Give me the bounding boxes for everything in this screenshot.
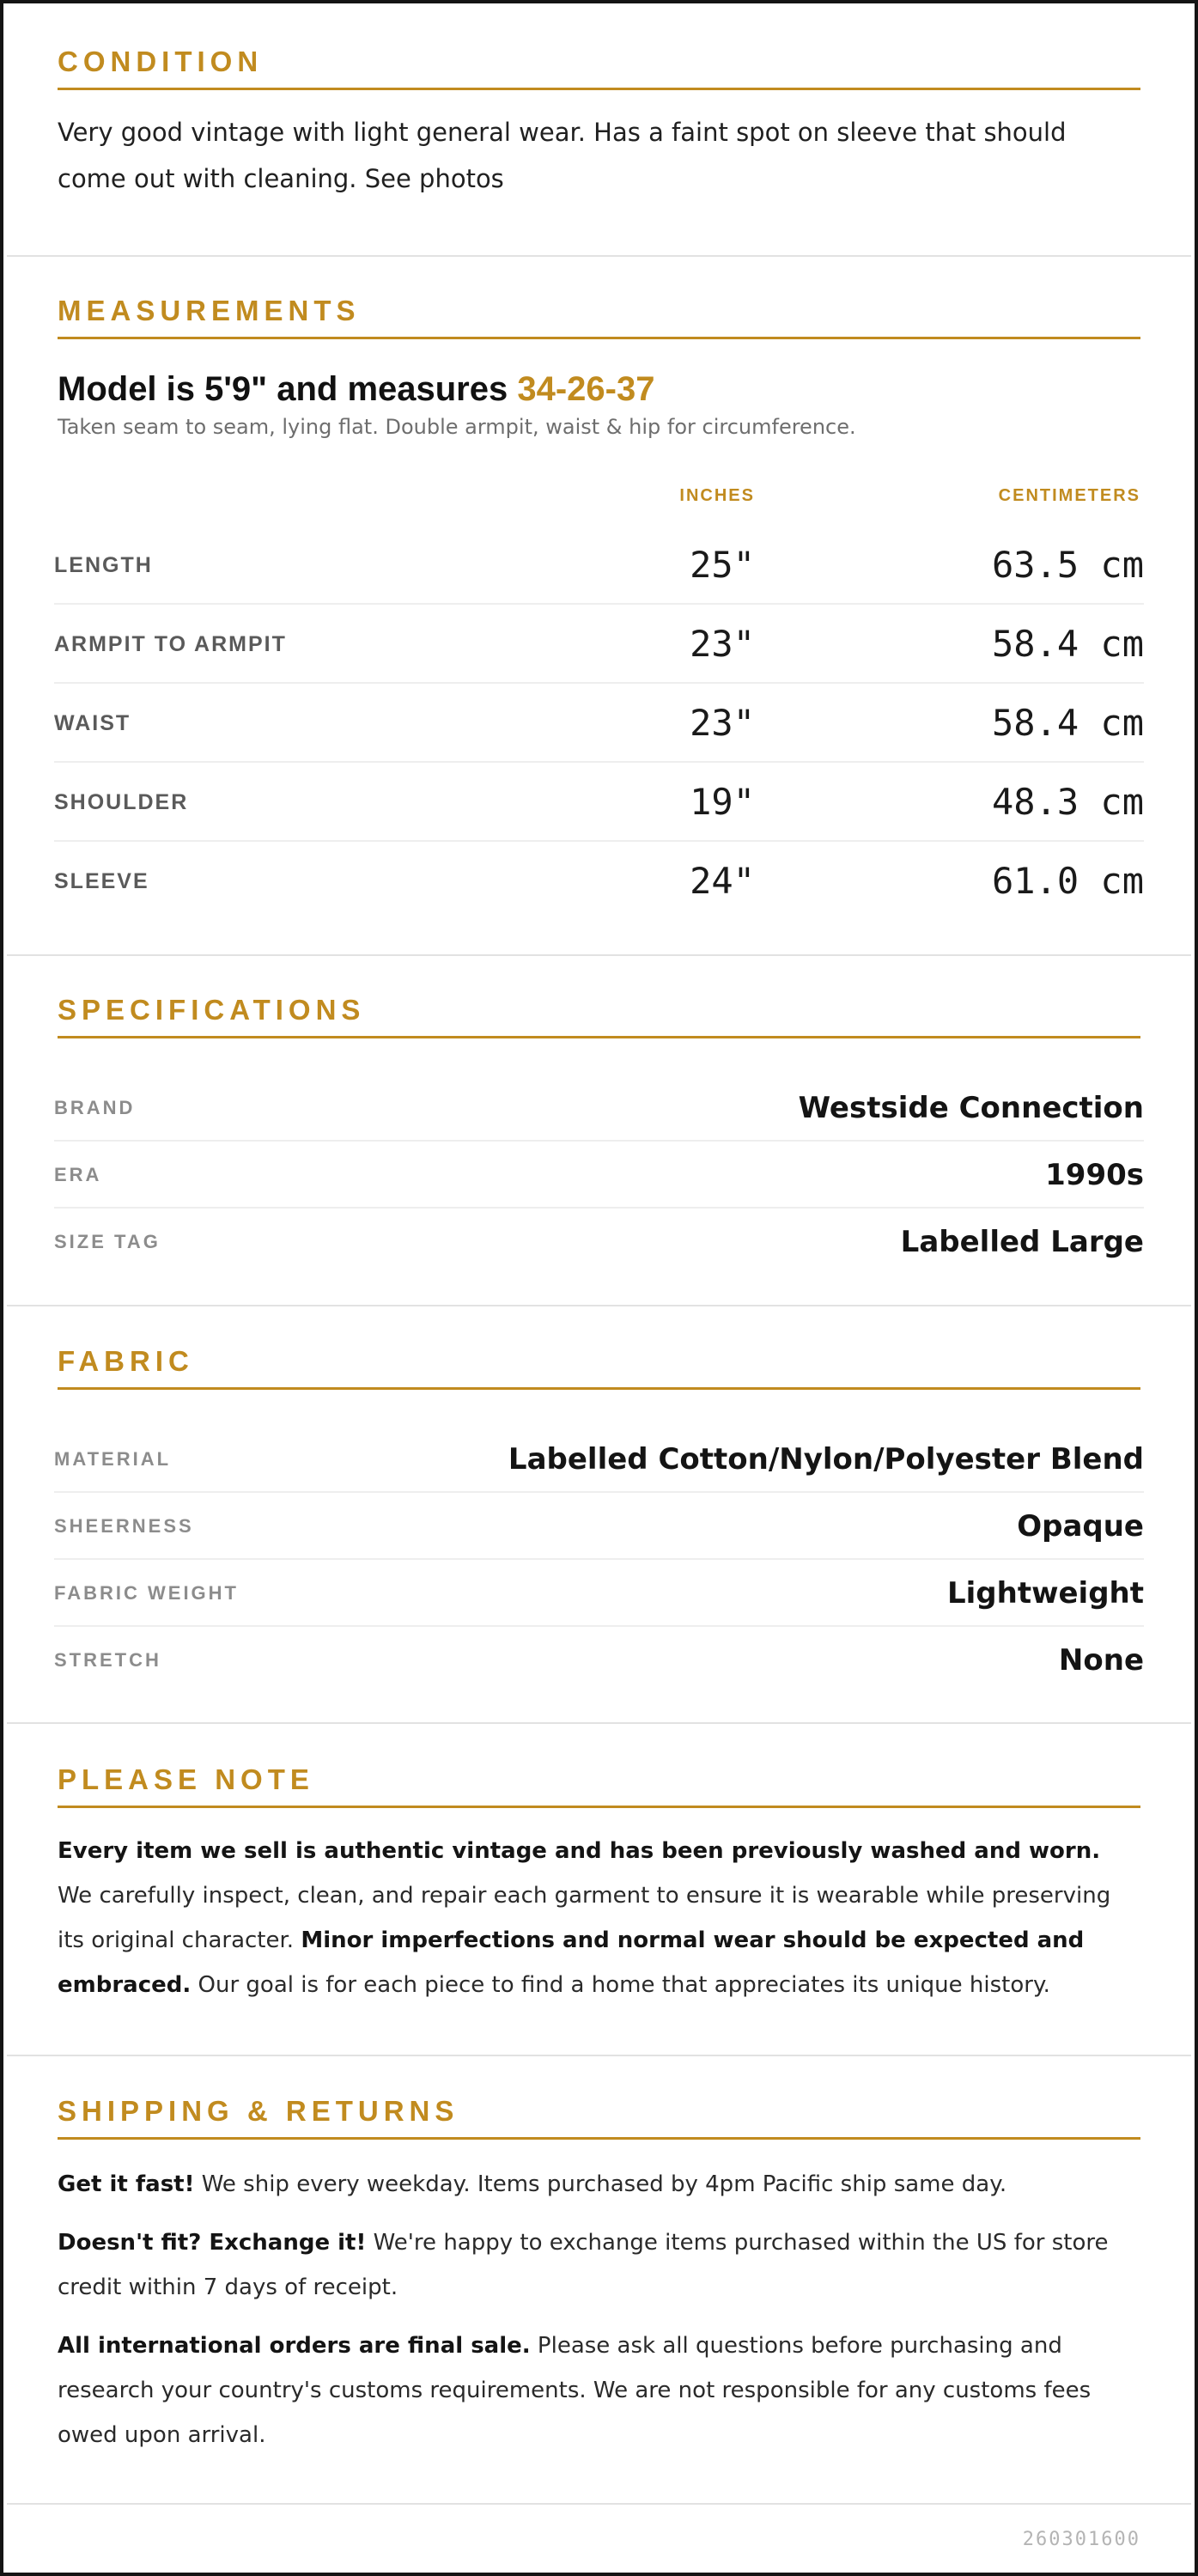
spec-row [54, 1209, 1144, 1276]
measurement-cm: 48.3 cm [991, 781, 1144, 823]
please-note-text-1: We carefully inspect, clean, and repair each garment to ensure it is wearable while preserving its original character. [58, 1883, 1111, 1954]
measurement-row [54, 842, 1144, 921]
measurement-row [54, 763, 1144, 842]
shipping-bold-1: Get it fast! [58, 2171, 195, 2198]
shipping-heading: SHIPPING & RETURNS [58, 2096, 1140, 2140]
spec-label: SIZE TAG [54, 1231, 161, 1252]
measurement-inches: 23" [690, 623, 755, 665]
fabric-label: SHEERNESS [54, 1515, 194, 1537]
model-prefix: Model is 5'9" and measures [58, 370, 518, 409]
fabric-value: Opaque [1017, 1509, 1144, 1544]
please-note-heading: PLEASE NOTE [58, 1764, 1140, 1808]
section-divider [7, 255, 1191, 257]
section-divider [7, 2503, 1191, 2505]
measurement-cm: 58.4 cm [991, 623, 1144, 665]
measurement-note: Taken seam to seam, lying flat. Double armpit, waist & hip for circumference. [58, 415, 856, 440]
measurement-row [54, 526, 1144, 605]
fabric-value: Lightweight [946, 1576, 1144, 1611]
measurement-inches: 24" [690, 860, 755, 902]
fabric-label: MATERIAL [54, 1448, 172, 1470]
fabric-row [54, 1627, 1144, 1694]
condition-section [7, 46, 1191, 202]
fabric-label: FABRIC WEIGHT [54, 1582, 239, 1604]
spec-value: Labelled Large [900, 1225, 1144, 1259]
shipping-paragraph-2 [58, 2220, 1140, 2310]
please-note-bold-1: Every item we sell is authentic vintage and has been previously washed and worn. [58, 1838, 1101, 1865]
fabric-row [54, 1426, 1144, 1493]
measurement-label: ARMPIT TO ARMPIT [54, 632, 287, 656]
inches-column-header: INCHES [679, 486, 755, 505]
please-note-bold-2: Minor imperfections and normal wear should be expected and embraced. [58, 1927, 1085, 1999]
specifications-heading: SPECIFICATIONS [58, 995, 1140, 1038]
item-id: 260301600 [1022, 2529, 1140, 2550]
specifications-section [7, 995, 1191, 1038]
shipping-text-3: Please ask all questions before purchasing and research your country's customs requirements. We are not responsible for any customs fees owed upon arrival. [58, 2333, 1092, 2449]
measurements-section [7, 295, 1191, 439]
measurement-label: SLEEVE [54, 869, 149, 893]
shipping-paragraph-1 [58, 2162, 1140, 2207]
measurement-inches: 19" [690, 781, 755, 823]
section-divider [7, 1305, 1191, 1306]
section-divider [7, 1722, 1191, 1724]
condition-heading: CONDITION [58, 46, 1140, 90]
measurement-cm: 58.4 cm [991, 702, 1144, 744]
measurement-label: SHOULDER [54, 790, 189, 814]
fabric-label: STRETCH [54, 1649, 161, 1671]
fabric-row [54, 1560, 1144, 1627]
please-note-text [58, 1829, 1140, 2007]
fabric-value: Labelled Cotton/Nylon/Polyester Blend [508, 1442, 1144, 1477]
spec-value: Westside Connection [798, 1091, 1144, 1125]
model-measurements [58, 370, 1140, 408]
spec-label: BRAND [54, 1097, 136, 1118]
measurement-label: WAIST [54, 711, 131, 735]
measurement-inches: 23" [690, 702, 755, 744]
section-divider [7, 954, 1191, 956]
model-measures-value: 34-26-37 [517, 370, 655, 409]
spec-row [54, 1075, 1144, 1142]
centimeters-column-header: CENTIMETERS [998, 486, 1140, 505]
shipping-text-2: We're happy to exchange items purchased within the US for store credit within 7 days of receipt. [58, 2230, 1109, 2301]
measurement-inches: 25" [690, 544, 755, 586]
shipping-bold-3: All international orders are final sale. [58, 2333, 531, 2360]
shipping-bold-2: Doesn't fit? Exchange it! [58, 2230, 367, 2256]
measurement-label: LENGTH [54, 553, 153, 577]
fabric-value: None [1058, 1643, 1144, 1678]
shipping-section [7, 2096, 1191, 2457]
fabric-row [54, 1493, 1144, 1560]
measurements-heading: MEASUREMENTS [58, 295, 1140, 339]
spec-label: ERA [54, 1164, 102, 1185]
measurement-cm: 63.5 cm [991, 544, 1144, 586]
measurement-row [54, 605, 1144, 684]
section-divider [7, 2055, 1191, 2056]
condition-text: Very good vintage with light general wear. Has a faint spot on sleeve that should come out with cleaning. See photos [58, 118, 1067, 194]
fabric-section [7, 1346, 1191, 1390]
shipping-text-1: We ship every weekday. Items purchased by 4pm Pacific ship same day. [194, 2171, 1007, 2198]
please-note-section [7, 1764, 1191, 2007]
fabric-heading: FABRIC [58, 1346, 1140, 1390]
measurement-cm: 61.0 cm [991, 860, 1144, 902]
measurement-row [54, 684, 1144, 763]
please-note-text-2: Our goal is for each piece to find a home that appreciates its unique history. [191, 1972, 1050, 1999]
spec-value: 1990s [1045, 1158, 1144, 1192]
shipping-paragraph-3 [58, 2323, 1140, 2457]
spec-row [54, 1142, 1144, 1209]
